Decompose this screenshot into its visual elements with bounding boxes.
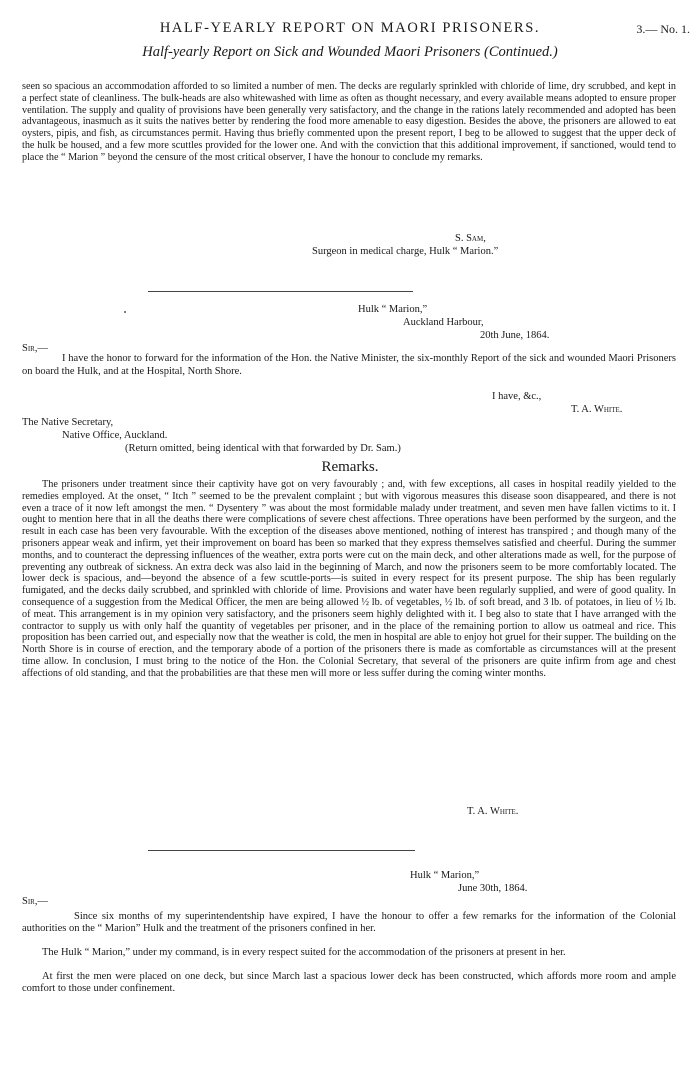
letter1-salutation: Sir,— (22, 343, 48, 354)
page-reference: 3.— No. 1. (636, 22, 690, 36)
letter1-address-line1: Hulk “ Marion,” (358, 304, 428, 315)
letter2-address-line1: Hulk “ Marion,” (410, 870, 480, 881)
continued-report-paragraph: seen so spacious an accommodation afforded to so limited a number of men. The decks are regularly sprinkled with chloride of lime, dry scrubbed, and kept in a perfect state of cleanliness. The bulk-heads are also whitewashed with lime as often as thought necessary, and every available means adopted to ensure proper ventilation. The supply and quality of provisions have been generally very satisfactory, and the change in the rations lately recommended and adopted has been advantageous, inasmuch as it suits the natives better by rendering the food more amenable to easy digestion. Besides the above, the prisoners are allowed to eat oysters, pipis, and fish, as circumstances permit. Having thus briefly commented upon the present report, I beg to be allowed to suggest that the upper deck of the hulk be housed, and a few more scuttles provided for the lower one. And with the conviction that this additional improvement, if sanctioned, would tend to place the “ Marion ” beyond the censure of the most critical observer, I have the honour to conclude my remarks. (22, 81, 676, 163)
remarks-heading: Remarks. (321, 459, 379, 475)
letter1-signature: T. A. White. (571, 404, 623, 415)
surgeon-signature: S. Sam, (455, 233, 486, 244)
letter2-paragraph-2: The Hulk “ Marion,” under my command, is in every respect suited for the accommodation of the prisoners at present in her. (42, 947, 566, 958)
letter2-paragraph-3: At first the men were placed on one deck, but since March last a spacious lower deck has been constructed, which affords more room and ample comfort to those under confinement. (22, 971, 676, 994)
letter1-date: 20th June, 1864. (480, 330, 550, 341)
surgeon-title: Surgeon in medical charge, Hulk “ Marion.” (312, 246, 499, 257)
section-divider (148, 850, 415, 851)
letter1-closing: I have, &c., (492, 391, 542, 402)
remarks-body: The prisoners under treatment since their captivity have got on very favourably ; and, with few exceptions, all cases in hospital readily yielded to the remedies employed. At the onset, “ Itch ” seemed to be the prevalent complaint ; but with vigorous measures this disease soon disappeared, and there is not even a trace of it now left amongst the men. “ Dysentery ” was about the most formidable malady under treatment, and seven men have fallen victims to it. I ought to mention here that in all the deaths there were complications of severe chest affections. Three operations have been performed by the surgeon, and the result in each case has been very favourable. With the exception of the diseases above mentioned, nothing of interest has transpired ; and though many of the prisoners appear weak and infirm, yet their improvement on board has been so marked that they express themselves satisfied and cheerful. During the summer months, and to counteract the depressing influences of the weather, extra ports were cut on the main deck, and other alterations made as well, for the purpose of preventing any outbreak of sickness. An extra deck was also laid in the beginning of March, and now the prisoners seem to be more comfortably located. The lower deck is spacious, and—beyond the absence of a few scuttle-ports—is suited in every respect for its present purpose. The ship has been regularly fumigated, and the decks daily scrubbed, and sprinkled with chloride of lime. Provisions and water have been regularly supplied, and were of good quality. In consequence of a suggestion from the Medical Officer, the men are being allowed ½ lb. of vegetables, ½ lb. of soft bread, and 3 lb. of potatoes, in lieu of ½ lb. of meat. This arrangement is in my opinion very satisfactory, and the prisoners seem highly delighted with it. I beg also to state that I have arranged with the contractor to supply us with only half the quantity of vegetables per prisoner, and in the place of the remaining portion to allow us oatmeal and rice. This proposition has been carried out, and especially now that the weather is cold, the men in hospital are able to enjoy hot gruel for their supper. The building on the North Shore is in course of erection, and the temporary abode of a portion of the prisoners there is made as comfortable as circumstances will at the present time allow. In conclusion, I must bring to the notice of the Hon. the Colonial Secretary, that several of the prisoners are quite infirm from age and chest affections of old standing, and that the probabilities are that these men will more or less suffer during the coming winter months. (22, 479, 676, 679)
section-divider (148, 291, 413, 292)
letter1-body: I have the honor to forward for the information of the Hon. the Native Minister, the six-monthly Report of the sick and wounded Maori Prisoners on board the Hulk, and at the Hospital, North Shore. (22, 353, 676, 377)
page-header-title: HALF-YEARLY REPORT ON MAORI PRISONERS. (159, 20, 541, 36)
addressee-line2: Native Office, Auckland. (62, 430, 168, 441)
letter2-paragraph-1: Since six months of my superintendentship have expired, I have the honour to offer a few remarks for the information of the Colonial authorities on the “ Marion” Hulk and the treatment of the prisoners confined in her. (22, 911, 676, 934)
letter2-salutation: Sir,— (22, 896, 48, 907)
remarks-signature: T. A. White. (467, 806, 519, 817)
letter2-date: June 30th, 1864. (458, 883, 528, 894)
addressee-line1: The Native Secretary, (22, 417, 114, 428)
print-speck (124, 311, 126, 313)
section-subtitle: Half-yearly Report on Sick and Wounded Maori Prisoners (Continued.) (142, 44, 558, 60)
return-omitted-note: (Return omitted, being identical with that forwarded by Dr. Sam.) (125, 443, 401, 454)
letter1-address-line2: Auckland Harbour, (403, 317, 484, 328)
